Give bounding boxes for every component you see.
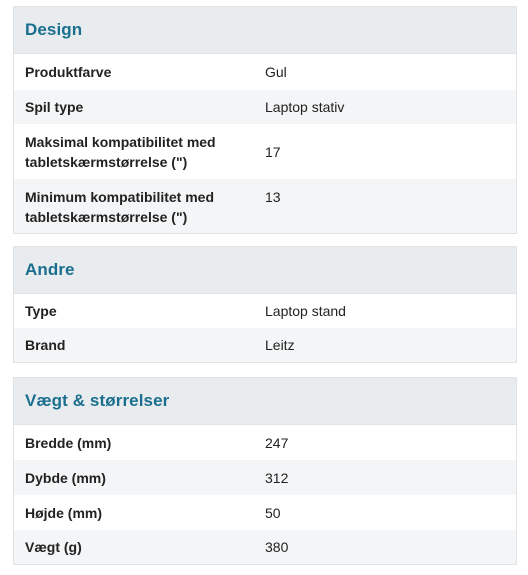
spec-label: Spil type (25, 99, 84, 115)
spec-label: Vægt (g) (25, 539, 82, 555)
spec-label: Type (25, 303, 57, 319)
spec-value: 380 (265, 539, 289, 555)
spec-label: Højde (mm) (25, 504, 102, 521)
spec-label: Produktfarve (25, 64, 112, 80)
spec-value: 312 (265, 469, 289, 486)
spec-row-vaegt (14, 530, 516, 564)
spec-label: Minimum kompatibilitet med tabletskærmstørrelse (") (25, 189, 215, 225)
section-design (13, 6, 517, 234)
spec-label: Dybde (mm) (25, 469, 106, 486)
section-weight-dimensions (13, 377, 517, 565)
section-title: Vægt & størrelser (25, 391, 170, 410)
section-header-design (14, 7, 516, 54)
spec-row-spil-type (14, 90, 516, 124)
spec-row-produktfarve (14, 54, 516, 90)
spec-value: Laptop stand (265, 303, 346, 319)
spec-value: 50 (265, 504, 281, 521)
spec-row-dybde (14, 460, 516, 495)
spec-label: Brand (25, 337, 66, 353)
section-title: Andre (25, 260, 75, 279)
spec-row-max-tablet-size (14, 124, 516, 179)
section-header-andre (14, 247, 516, 294)
section-header-weight-dimensions (14, 378, 516, 425)
spec-row-type (14, 294, 516, 328)
spec-value: Leitz (265, 337, 295, 353)
spec-value: 13 (265, 189, 281, 205)
spec-row-min-tablet-size (14, 179, 516, 233)
spec-label: Maksimal kompatibilitet med tabletskærmstørrelse (") (25, 134, 216, 170)
spec-value: 17 (265, 143, 281, 160)
spec-row-bredde (14, 425, 516, 460)
section-title: Design (25, 20, 83, 39)
spec-value: Laptop stativ (265, 99, 345, 115)
section-andre (13, 246, 517, 363)
spec-row-brand (14, 328, 516, 362)
spec-value: Gul (265, 64, 287, 80)
spec-row-hojde (14, 495, 516, 530)
spec-value: 247 (265, 434, 289, 451)
spec-label: Bredde (mm) (25, 434, 112, 451)
